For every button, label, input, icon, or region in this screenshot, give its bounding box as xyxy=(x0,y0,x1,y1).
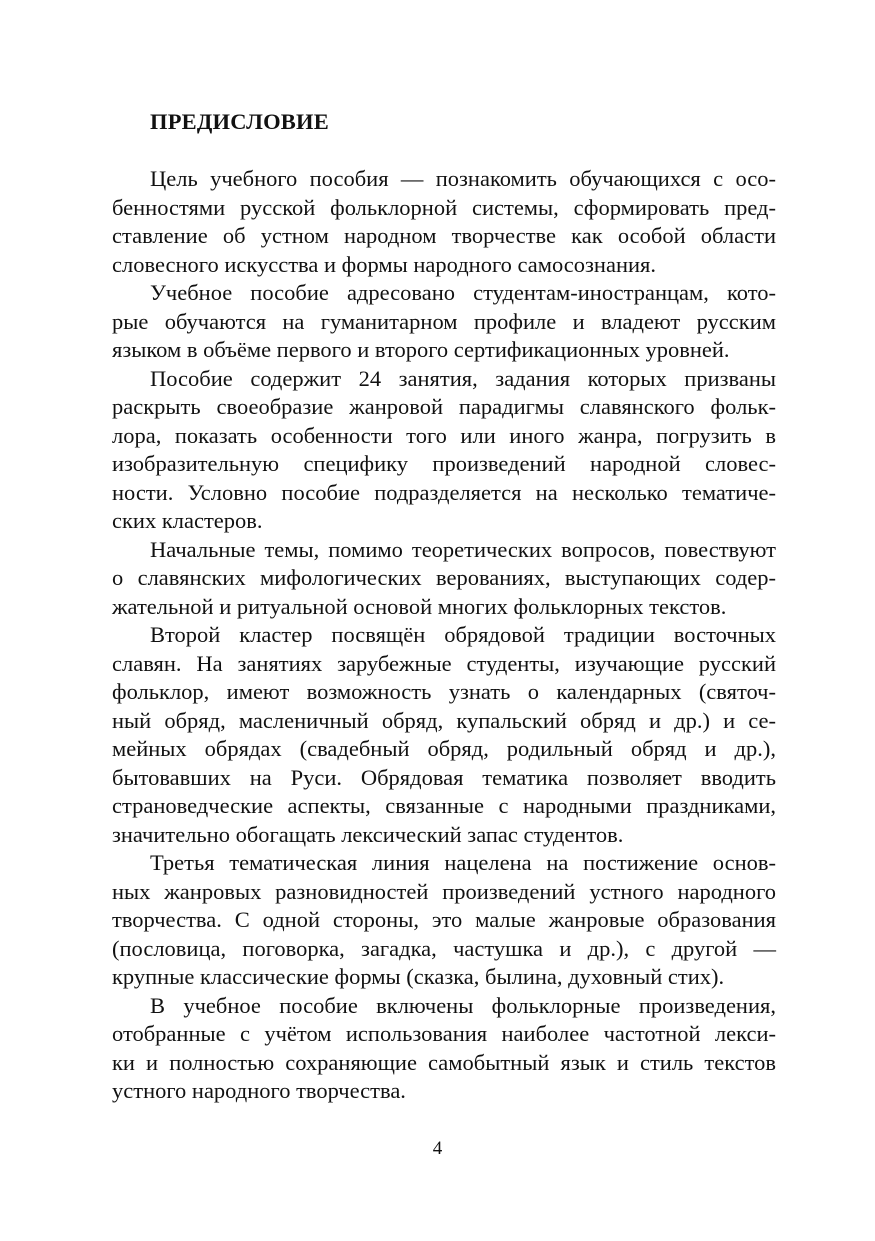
text-line: В учебное пособие включены фольклорные произведения, xyxy=(150,992,776,1018)
text-line: славян. На занятиях зарубежные студенты, изучающие русский xyxy=(112,650,776,676)
text-line: бенностями русской фольклорной системы, сформировать пред- xyxy=(112,194,776,220)
text-line: Учебное пособие адресовано студентам-иностранцам, кото- xyxy=(150,280,776,305)
text-line: бытовавших на Руси. Обрядовая тематика позволяет вводить xyxy=(112,764,776,790)
text-line: фольклор, имеют возможность узнать о календарных (святоч- xyxy=(112,679,776,704)
text-line: творчества. С одной стороны, это малые жанровые образования xyxy=(112,907,776,932)
text-line: ности. Условно пособие подразделяется на несколько тематиче- xyxy=(112,479,776,505)
text-line: Второй кластер посвящён обрядовой традиции восточных xyxy=(150,622,776,647)
text-line: лора, показать особенности того или иного жанра, погрузить в xyxy=(112,422,776,448)
text-line: Цель учебного пособия — познакомить обучающихся с осо- xyxy=(150,166,776,191)
text-line: крупные классические формы (сказка, былина, духовный стих). xyxy=(112,964,725,989)
text-line: ских кластеров. xyxy=(112,508,263,533)
body-text xyxy=(112,165,776,1106)
text-line: о славянских мифологических верованиях, выступающих содер- xyxy=(112,565,776,590)
text-line: изобразительную специфику произведений народной словес- xyxy=(112,451,776,476)
text-line: ки и полностью сохраняющие самобытный язык и стиль текстов xyxy=(112,1049,776,1075)
text-line: ставление об устном народном творчестве как особой области xyxy=(112,223,776,248)
text-line: значительно обогащать лексический запас студентов. xyxy=(112,821,624,847)
text-line: ных жанровых разновидностей произведений устного народного xyxy=(112,878,776,904)
text-line: мейных обрядах (свадебный обряд, родильный обряд и др.), xyxy=(112,736,776,761)
text-line: жательной и ритуальной основой многих фольклорных текстов. xyxy=(112,593,727,619)
text-line: Пособие содержит 24 занятия, задания которых призваны xyxy=(150,365,776,391)
page-number: 4 xyxy=(432,1138,443,1159)
text-line: рые обучаются на гуманитарном профиле и владеют русским xyxy=(112,308,776,334)
text-line: Третья тематическая линия нацелена на постижение основ- xyxy=(150,850,776,875)
text-line: Начальные темы, помимо теоретических вопросов, повествуют xyxy=(150,536,776,562)
text-line: отобранные с учётом использования наиболее частотной лекси- xyxy=(112,1021,776,1046)
text-line: языком в объёме первого и второго сертификационных уровней. xyxy=(112,337,730,362)
text-line: ный обряд, масленичный обряд, купальский обряд и др.) и се- xyxy=(112,707,776,733)
text-line: раскрыть своеобразие жанровой парадигмы славянского фольк- xyxy=(112,394,776,419)
text-line: словесного искусства и формы народного самосознания. xyxy=(112,251,657,277)
text-line: устного народного творчества. xyxy=(112,1078,406,1103)
page-title: ПРЕДИСЛОВИЕ xyxy=(150,109,329,134)
text-line: страноведческие аспекты, связанные с народными праздниками, xyxy=(112,793,776,818)
text-line: (пословица, поговорка, загадка, частушка и др.), с другой — xyxy=(112,935,776,961)
